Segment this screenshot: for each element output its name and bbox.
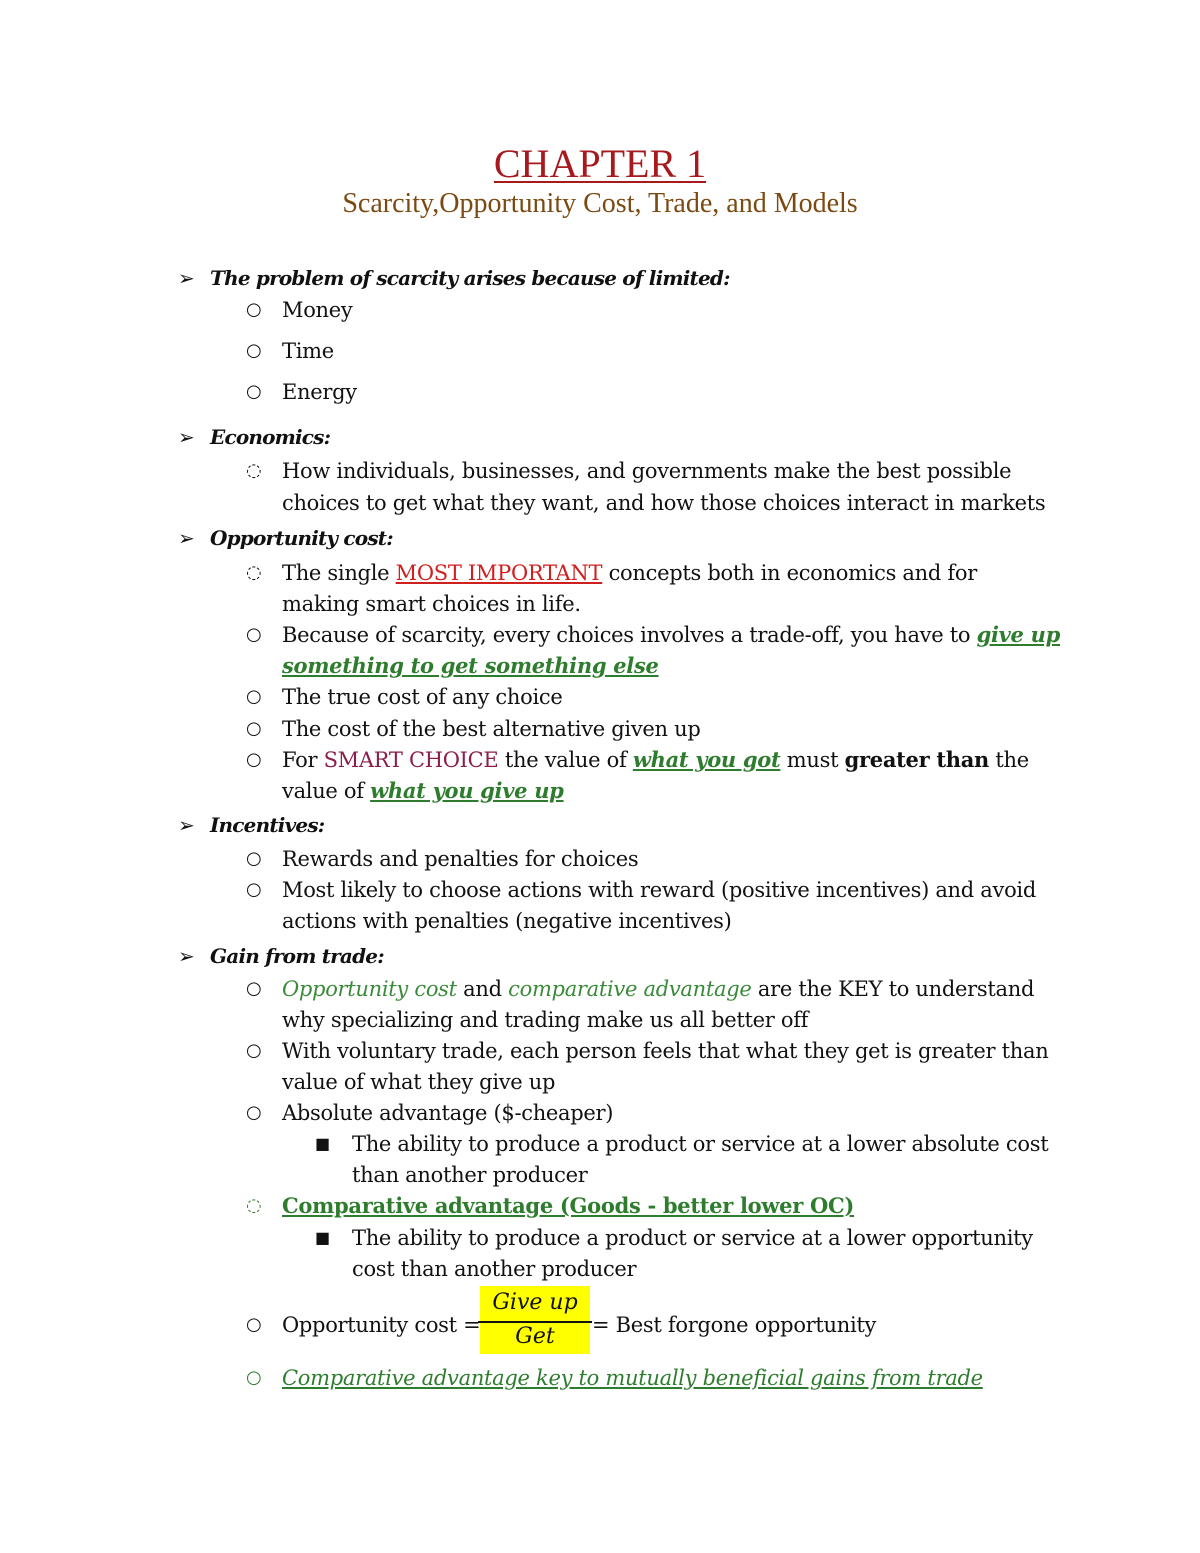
what-you-got-highlight: what you got: [632, 747, 781, 772]
dashed-circle-bullet-icon: ◌: [246, 562, 262, 583]
comparative-advantage-highlight: comparative advantage: [508, 977, 752, 1001]
scarcity-item-time: Time: [282, 339, 334, 363]
list-item: [0, 335, 1200, 367]
list-item-continuation: [0, 1004, 1200, 1036]
formula-numerator: Give up: [492, 1290, 578, 1315]
list-item: [0, 681, 1200, 713]
circle-bullet-icon: ○: [246, 299, 262, 320]
trade-item-3: Absolute advantage ($-cheaper): [282, 1101, 614, 1125]
circle-bullet-icon: ○: [246, 1102, 262, 1123]
list-item: [0, 619, 1200, 651]
opportunity-item-1: [282, 557, 977, 589]
trade-item-4: Comparative advantage (Goods - better lower OC): [282, 1193, 855, 1218]
circle-bullet-icon: ○: [246, 978, 262, 999]
list-item-continuation: [0, 588, 1200, 620]
circle-bullet-icon: ○: [246, 718, 262, 739]
trade-heading-line: [0, 940, 1200, 972]
arrow-bullet-icon: ➢: [178, 944, 195, 968]
list-item: [0, 1190, 1200, 1222]
list-item-continuation: [0, 1066, 1200, 1098]
square-bullet-icon: ■: [315, 1134, 330, 1153]
circle-bullet-icon: ○: [246, 686, 262, 707]
trade-item-3-sub-line2: than another producer: [352, 1163, 588, 1187]
list-item-continuation: [0, 775, 1200, 807]
dashed-circle-bullet-icon: ◌: [246, 460, 262, 481]
list-item: [0, 1097, 1200, 1129]
arrow-bullet-icon: ➢: [178, 813, 195, 837]
list-item: [0, 973, 1200, 1005]
trade-item-2-line2: value of what they give up: [282, 1070, 556, 1094]
arrow-bullet-icon: ➢: [178, 425, 195, 449]
list-item: [0, 294, 1200, 326]
formula-lhs: Opportunity cost =: [282, 1313, 481, 1337]
opportunity-item-3: The true cost of any choice: [282, 685, 563, 709]
opportunity-item-1-line2: making smart choices in life.: [282, 592, 581, 616]
circle-bullet-icon: ○: [246, 1040, 262, 1061]
most-important-highlight: MOST IMPORTANT: [395, 561, 603, 585]
trade-item-4-sub-line2: cost than another producer: [352, 1257, 637, 1281]
text-run: Because of scarcity, every choices involves a trade-off, you have to: [282, 623, 977, 647]
list-item-continuation: [0, 1159, 1200, 1191]
formula-denominator: Get: [515, 1324, 555, 1349]
circle-bullet-icon: ○: [246, 381, 262, 402]
list-item: [0, 1035, 1200, 1067]
greater-than-emphasis: greater than: [844, 747, 990, 772]
list-item: [0, 1309, 1200, 1341]
list-item: [0, 376, 1200, 408]
text-run: must: [780, 748, 845, 772]
circle-bullet-icon: ○: [246, 879, 262, 900]
text-run: are the KEY to understand: [751, 977, 1035, 1001]
economics-definition-line2: choices to get what they want, and how those choices interact in markets: [282, 491, 1046, 515]
trade-item-1-line2: why specializing and trading make us all better off: [282, 1008, 809, 1032]
circle-bullet-icon: ○: [246, 1314, 262, 1335]
scarcity-item-energy: Energy: [282, 380, 357, 404]
give-up-highlight: give up: [976, 622, 1060, 647]
circle-bullet-icon: ○: [246, 848, 262, 869]
smart-choice-highlight: SMART CHOICE: [323, 748, 499, 772]
opportunity-heading-line: [0, 522, 1200, 554]
chapter-title: CHAPTER 1: [493, 141, 707, 186]
opportunity-item-5: [282, 744, 1029, 776]
text-run: The single: [282, 561, 396, 585]
circle-bullet-icon: ○: [246, 749, 262, 770]
scarcity-heading-line: [0, 262, 1200, 294]
list-item: [0, 1362, 1200, 1394]
formula-rhs: = Best forgone opportunity: [592, 1313, 877, 1337]
economics-heading: Economics:: [210, 425, 331, 449]
text-run: and: [456, 977, 509, 1001]
text-run: For: [282, 748, 324, 772]
list-item: [0, 557, 1200, 589]
list-item-continuation: [0, 1253, 1200, 1285]
text-run: value of: [282, 779, 371, 803]
opportunity-item-2: [282, 619, 1060, 651]
list-item: [0, 455, 1200, 487]
list-item: [0, 1222, 1200, 1254]
trade-item-4-sub-line1: The ability to produce a product or service at a lower opportunity: [352, 1226, 1033, 1250]
incentives-item-2-line1: Most likely to choose actions with reward (positive incentives) and avoid: [282, 878, 1036, 902]
incentives-item-1: Rewards and penalties for choices: [282, 847, 639, 871]
circle-bullet-icon: ○: [246, 1367, 262, 1388]
opportunity-heading: Opportunity cost:: [210, 526, 393, 550]
trade-heading: Gain from trade:: [210, 944, 384, 968]
trade-item-3-sub-line1: The ability to produce a product or service at a lower absolute cost: [352, 1132, 1049, 1156]
list-item-continuation: [0, 487, 1200, 519]
list-item: [0, 1128, 1200, 1160]
trade-item-6: Comparative advantage key to mutually beneficial gains from trade: [282, 1366, 983, 1390]
opportunity-item-2-line2: something to get something else: [282, 653, 659, 678]
list-item: [0, 744, 1200, 776]
list-item: [0, 713, 1200, 745]
incentives-heading: Incentives:: [210, 813, 325, 837]
list-item: [0, 843, 1200, 875]
list-item: [0, 874, 1200, 906]
opportunity-item-4: The cost of the best alternative given up: [282, 717, 701, 741]
text-run: the: [989, 748, 1029, 772]
opportunity-cost-highlight: Opportunity cost: [282, 977, 457, 1001]
economics-definition-line1: How individuals, businesses, and governments make the best possible: [282, 459, 1012, 483]
arrow-bullet-icon: ➢: [178, 526, 195, 550]
opportunity-item-5-line2: [282, 775, 564, 807]
circle-bullet-icon: ○: [246, 624, 262, 645]
economics-heading-line: [0, 421, 1200, 453]
what-you-give-up-highlight: what you give up: [370, 778, 564, 803]
arrow-bullet-icon: ➢: [178, 266, 195, 290]
text-run: the value of: [498, 748, 633, 772]
chapter-subtitle: Scarcity,Opportunity Cost, Trade, and Models: [342, 188, 858, 219]
incentives-item-2-line2: actions with penalties (negative incentives): [282, 909, 732, 933]
incentives-heading-line: [0, 809, 1200, 841]
trade-item-1: [282, 973, 1034, 1005]
list-item-continuation: [0, 905, 1200, 937]
text-run: concepts both in economics and for: [602, 561, 977, 585]
list-item-continuation: [0, 650, 1200, 682]
trade-item-2-line1: With voluntary trade, each person feels that what they get is greater than: [282, 1039, 1049, 1063]
scarcity-heading: The problem of scarcity arises because of limited:: [210, 266, 730, 290]
circle-bullet-icon: ○: [246, 340, 262, 361]
scarcity-item-money: Money: [282, 298, 353, 322]
square-bullet-icon: ■: [315, 1228, 330, 1247]
dashed-circle-bullet-icon: ◌: [246, 1195, 262, 1216]
